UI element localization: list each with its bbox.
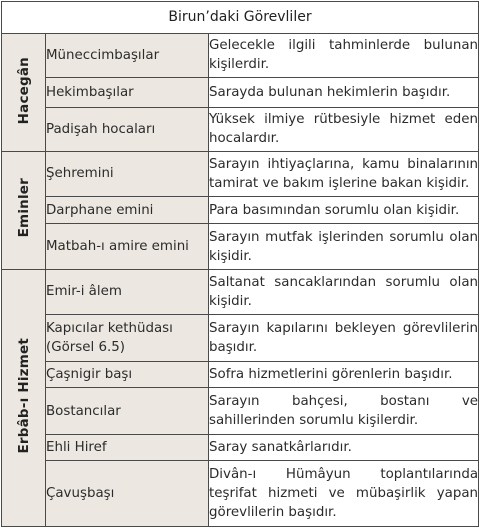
row-description: Sarayda bulunan hekimlerin başıdır. xyxy=(209,77,479,107)
row-description: Sarayın kapılarını bekleyen görevlilerin başıdır. xyxy=(209,314,479,361)
row-term: Kapıcılar kethüdası (Görsel 6.5) xyxy=(46,314,209,361)
table-title-row xyxy=(2,2,479,34)
row-description: Para basımından sorumlu olan kişidir. xyxy=(209,196,479,224)
table-row xyxy=(2,107,479,151)
row-term: Şehremini xyxy=(46,151,209,196)
row-description: Sarayın ihtiyaçlarına, kamu binalarının tamirat ve bakım işlerine bakan kişidir. xyxy=(209,151,479,196)
group-label-text: Hacegân xyxy=(15,56,32,124)
row-term: Müneccimbaşılar xyxy=(46,33,209,77)
row-term: Emir-i âlem xyxy=(46,269,209,314)
table-row xyxy=(2,388,479,434)
table-row xyxy=(2,269,479,314)
table-row xyxy=(2,196,479,224)
table-row xyxy=(2,361,479,388)
table-row xyxy=(2,77,479,107)
group-label-erbab-i-hizmet xyxy=(2,269,46,526)
row-description: Sarayın mutfak işlerinden sorumlu olan kişidir. xyxy=(209,224,479,269)
table-row xyxy=(2,224,479,269)
table-row xyxy=(2,314,479,361)
row-term: Matbah-ı amire emini xyxy=(46,224,209,269)
row-description: Saltanat sancaklarından sorumlu olan kişidir. xyxy=(209,269,479,314)
row-description: Divân-ı Hümâyun toplantılarında teşrifat hizmeti ve mübaşirlik yapan görevlilerin başıdır. xyxy=(209,461,479,527)
group-label-hacegan xyxy=(2,33,46,151)
table-row xyxy=(2,434,479,461)
group-label-text: Eminler xyxy=(15,178,32,238)
row-term: Çavuşbaşı xyxy=(46,461,209,527)
row-term: Bostancılar xyxy=(46,388,209,434)
row-term: Darphane emini xyxy=(46,196,209,224)
row-term: Çaşnigir başı xyxy=(46,361,209,388)
row-term: Padişah hocaları xyxy=(46,107,209,151)
table-title: Birun’daki Görevliler xyxy=(2,2,479,34)
row-description: Gelecekle ilgili tahminlerde bulunan kişilerdir. xyxy=(209,33,479,77)
table-row xyxy=(2,33,479,77)
row-term: Ehli Hiref xyxy=(46,434,209,461)
row-description: Sarayın bahçesi, bostanı ve sahillerinden sorumlu kişilerdir. xyxy=(209,388,479,434)
row-description: Sofra hizmetlerini görenlerin başıdır. xyxy=(209,361,479,388)
group-label-text: Erbâb-ı Hizmet xyxy=(15,338,32,454)
row-term: Hekimbaşılar xyxy=(46,77,209,107)
table-row xyxy=(2,461,479,527)
row-description: Saray sanatkârlarıdır. xyxy=(209,434,479,461)
birun-officials-table xyxy=(1,1,479,527)
row-description: Yüksek ilmiye rütbesiyle hizmet eden hocalardır. xyxy=(209,107,479,151)
table-row xyxy=(2,151,479,196)
group-label-eminler xyxy=(2,151,46,269)
